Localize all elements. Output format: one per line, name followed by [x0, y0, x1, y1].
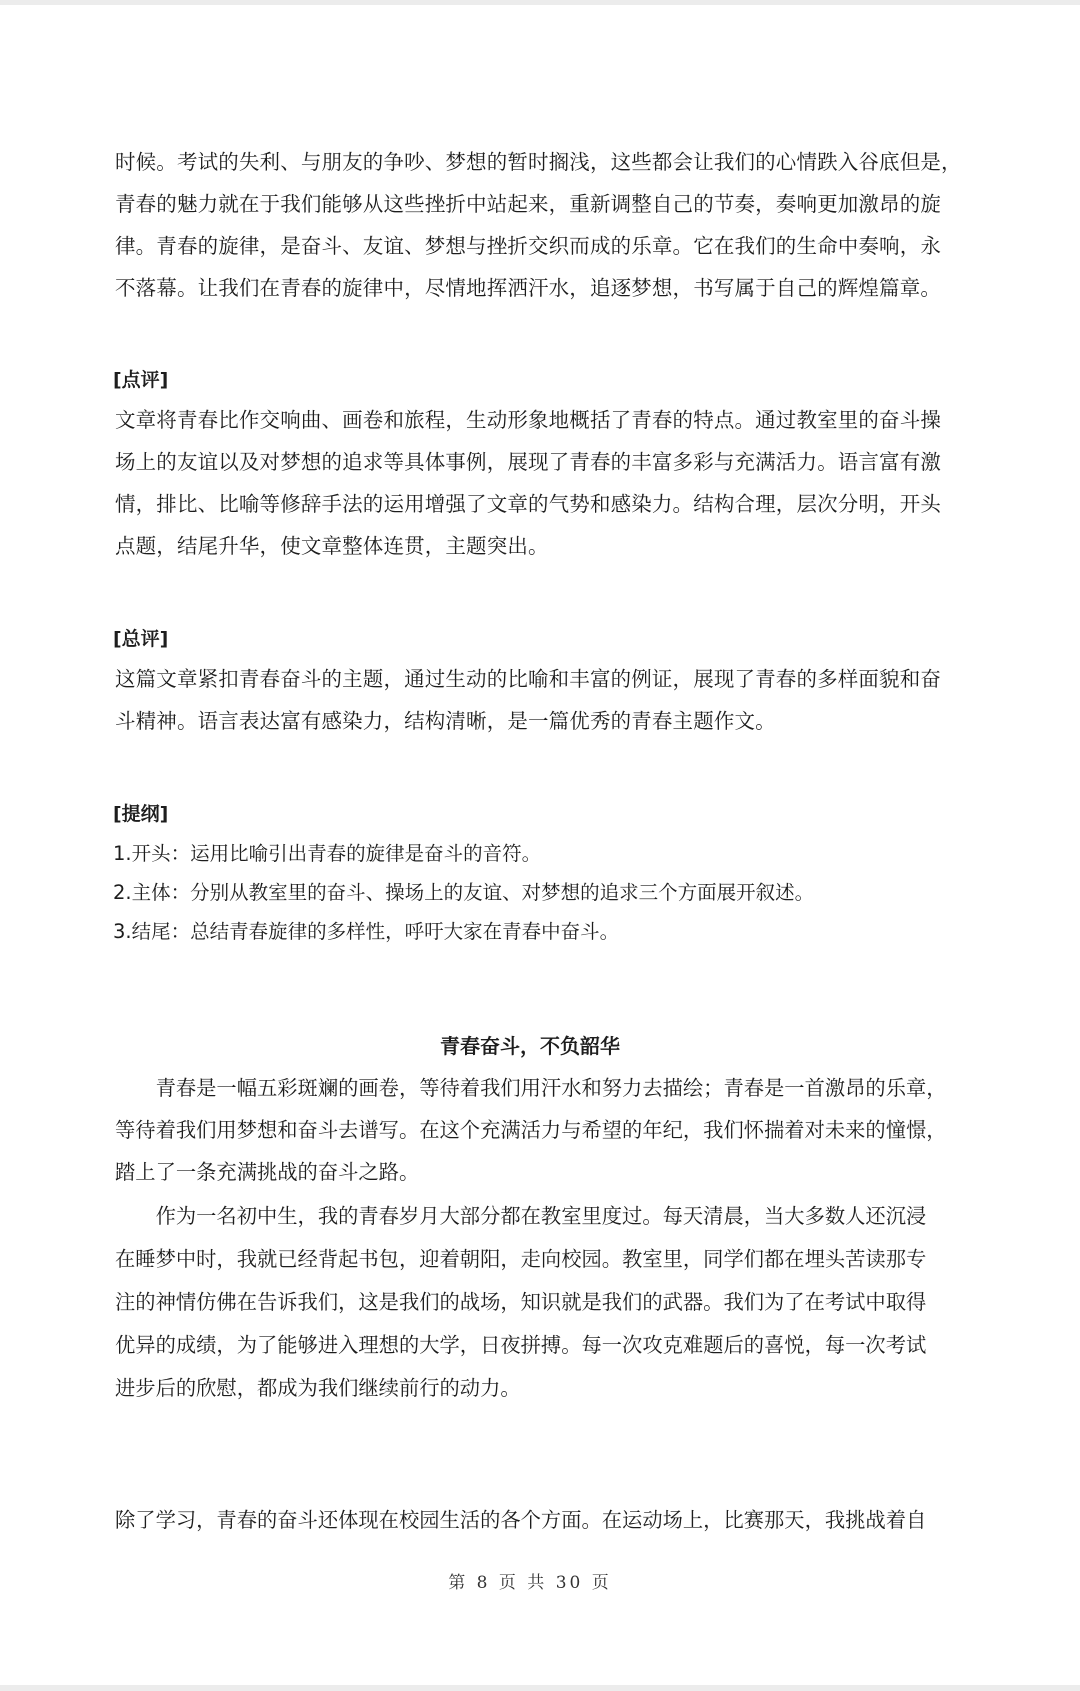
- summary-heading: [总评]: [113, 628, 169, 650]
- document-page: [0, 5, 1080, 1685]
- essay-title: 青春奋斗，不负韶华: [440, 1034, 620, 1058]
- text-line: 青春是一幅五彩斑斓的画卷，等待着我们用汗水和努力去描绘；青春是一首激昂的乐章，: [115, 1076, 947, 1100]
- outline-item: 1.开头：运用比喻引出青春的旋律是奋斗的音符。: [113, 842, 542, 865]
- text-line: 斗精神。语言表达富有感染力，结构清晰，是一篇优秀的青春主题作文。: [115, 709, 776, 733]
- outline-item: 3.结尾：总结青春旋律的多样性，呼吁大家在青春中奋斗。: [113, 920, 620, 943]
- review-heading: [点评]: [113, 369, 169, 391]
- text-line: 踏上了一条充满挑战的奋斗之路。: [115, 1160, 420, 1184]
- text-line: 这篇文章紧扣青春奋斗的主题，通过生动的比喻和丰富的例证，展现了青春的多样面貌和奋: [115, 667, 941, 691]
- text-line: 在睡梦中时，我就已经背起书包，迎着朝阳，走向校园。教室里，同学们都在埋头苦读那专: [115, 1247, 927, 1271]
- text-line: 时候。考试的失利、与朋友的争吵、梦想的暂时搁浅，这些都会让我们的心情跌入谷底但是，: [115, 150, 962, 174]
- outline-item: 2.主体：分别从教室里的奋斗、操场上的友谊、对梦想的追求三个方面展开叙述。: [113, 881, 815, 904]
- text-line: 除了学习，青春的奋斗还体现在校园生活的各个方面。在运动场上，比赛那天，我挑战着自: [115, 1508, 927, 1532]
- text-line: 优异的成绩，为了能够进入理想的大学，日夜拼搏。每一次攻克难题后的喜悦，每一次考试: [115, 1333, 927, 1357]
- text-line: 等待着我们用梦想和奋斗去谱写。在这个充满活力与希望的年纪，我们怀揣着对未来的憧憬，: [115, 1118, 947, 1142]
- text-line: 青春的魅力就在于我们能够从这些挫折中站起来，重新调整自己的节奏，奏响更加激昂的旋: [115, 192, 941, 216]
- page-number-footer: 第 8 页 共 30 页: [448, 1573, 612, 1593]
- outline-heading: [提纲]: [113, 803, 169, 825]
- text-line: 注的神情仿佛在告诉我们，这是我们的战场，知识就是我们的武器。我们为了在考试中取得: [115, 1290, 927, 1314]
- text-line: 律。青春的旋律，是奋斗、友谊、梦想与挫折交织而成的乐章。它在我们的生命中奏响，永: [115, 234, 941, 258]
- text-line: 作为一名初中生，我的青春岁月大部分都在教室里度过。每天清晨，当大多数人还沉浸: [115, 1204, 927, 1228]
- text-line: 文章将青春比作交响曲、画卷和旅程，生动形象地概括了青春的特点。通过教室里的奋斗操: [115, 408, 941, 432]
- text-line: 进步后的欣慰，都成为我们继续前行的动力。: [115, 1376, 521, 1400]
- text-line: 情，排比、比喻等修辞手法的运用增强了文章的气势和感染力。结构合理，层次分明，开头: [115, 492, 941, 516]
- text-line: 场上的友谊以及对梦想的追求等具体事例，展现了青春的丰富多彩与充满活力。语言富有激: [115, 450, 941, 474]
- text-line: 不落幕。让我们在青春的旋律中，尽情地挥洒汗水，追逐梦想，书写属于自己的辉煌篇章。: [115, 276, 941, 300]
- text-line: 点题，结尾升华，使文章整体连贯，主题突出。: [115, 534, 549, 558]
